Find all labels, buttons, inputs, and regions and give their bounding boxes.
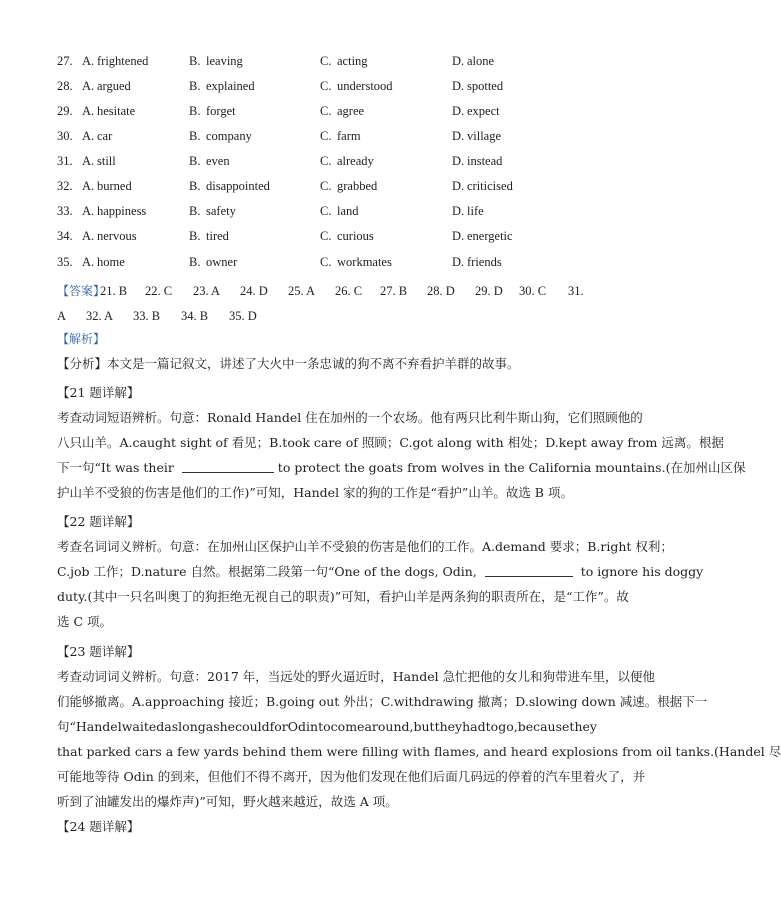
option-letter-d: D. bbox=[452, 129, 465, 143]
option-c: already bbox=[337, 154, 374, 168]
answer-item: 26. C bbox=[335, 284, 363, 298]
option-letter-b: B. bbox=[189, 129, 201, 143]
option-a: argued bbox=[97, 79, 131, 93]
q23-line-3-word: “Handel bbox=[69, 719, 122, 734]
q23-line-3-word: they bbox=[569, 719, 597, 734]
q23-line-3-word: as bbox=[205, 719, 220, 734]
fill-blank bbox=[182, 460, 274, 473]
option-row bbox=[0, 226, 640, 246]
q23-line-3-word: to bbox=[318, 719, 331, 734]
option-a: happiness bbox=[97, 204, 147, 218]
option-letter-a: A. bbox=[82, 179, 95, 193]
option-b: company bbox=[206, 129, 252, 143]
q23-line-5: 可能地等待 Odin 的到来，但他们不得不离开，因为他们发现在他们后面几码远的停着的汽车里着火了，并 bbox=[57, 769, 646, 784]
q21-line-2: 八只山羊。A.caught sight of 看见；B.took care of 照顾；C.got along with 相处；D.kept away from 远离。根据 bbox=[57, 435, 724, 450]
option-d: alone bbox=[467, 54, 495, 68]
option-row bbox=[0, 176, 640, 196]
q23-line-3-word: for bbox=[269, 719, 288, 734]
option-letter-c: C. bbox=[320, 129, 332, 143]
q23-line-3-word: waited bbox=[121, 719, 165, 734]
q23-line-3 bbox=[57, 717, 597, 737]
option-a: burned bbox=[97, 179, 132, 193]
answer-item: 27. B bbox=[380, 284, 408, 298]
q22-line-3: duty.(其中一只名叫奥丁的狗拒绝无视自己的职责)”可知，看护山羊是两条狗的职责所在，是“工作”。故 bbox=[57, 589, 629, 604]
q23-line-3-word: 句 bbox=[57, 719, 70, 734]
option-b: even bbox=[206, 154, 230, 168]
option-c: grabbed bbox=[337, 179, 378, 193]
option-letter-b: B. bbox=[189, 179, 201, 193]
option-letter-b: B. bbox=[189, 255, 201, 269]
option-letter-b: B. bbox=[189, 79, 201, 93]
option-letter-b: B. bbox=[189, 104, 201, 118]
option-row bbox=[0, 76, 640, 96]
q21-line-3-end: to protect the goats from wolves in the California mountains.(在加州山区保 bbox=[277, 460, 746, 475]
question-number: 29. bbox=[57, 104, 73, 118]
option-letter-a: A. bbox=[82, 204, 95, 218]
option-letter-b: B. bbox=[189, 204, 201, 218]
option-letter-b: B. bbox=[189, 229, 201, 243]
option-c: understood bbox=[337, 79, 393, 93]
fill-blank bbox=[485, 564, 573, 577]
q23-line-3-word: around, bbox=[364, 719, 414, 734]
option-letter-d: D. bbox=[452, 54, 465, 68]
option-letter-a: A. bbox=[82, 104, 95, 118]
q23-line-6: 听到了油罐发出的爆炸声)”可知，野火越来越近，故选 A 项。 bbox=[57, 794, 398, 809]
answer-item: 31. bbox=[568, 284, 584, 298]
answer-item: 21. B bbox=[100, 284, 128, 298]
option-c: curious bbox=[337, 229, 374, 243]
option-b: owner bbox=[206, 255, 238, 269]
q23-title: 【23 题详解】 bbox=[57, 644, 140, 659]
option-b: leaving bbox=[206, 54, 243, 68]
answer-item: 30. C bbox=[519, 284, 547, 298]
option-letter-a: A. bbox=[82, 154, 95, 168]
option-a: car bbox=[97, 129, 113, 143]
q23-line-3-word: to bbox=[485, 719, 499, 734]
option-d: life bbox=[467, 204, 484, 218]
option-d: spotted bbox=[467, 79, 504, 93]
answer-item: 29. D bbox=[475, 284, 503, 298]
option-b: explained bbox=[206, 79, 255, 93]
option-d: friends bbox=[467, 255, 502, 269]
answer-item: 28. D bbox=[427, 284, 455, 298]
q21-title: 【21 题详解】 bbox=[57, 385, 140, 400]
option-row bbox=[0, 126, 640, 146]
answer-label: 【答案】 bbox=[57, 284, 106, 298]
q22-line-1: 考查名词词义辨析。句意：在加州山区保护山羊不受狼的伤害是他们的工作。A.demand 要求；B.right 权利； bbox=[57, 539, 673, 554]
q22-line-2 bbox=[57, 562, 703, 582]
option-a: still bbox=[97, 154, 116, 168]
q21-line-4: 护山羊不受狼的伤害是他们的工作)”可知，Handel 家的狗的工作是“看护”山羊。故选 B 项。 bbox=[57, 485, 573, 500]
option-d: expect bbox=[467, 104, 500, 118]
option-d: village bbox=[467, 129, 502, 143]
option-d: instead bbox=[467, 154, 503, 168]
q23-line-3-word: because bbox=[517, 719, 570, 734]
option-letter-d: D. bbox=[452, 79, 465, 93]
option-letter-c: C. bbox=[320, 154, 332, 168]
q23-line-3-word: long bbox=[178, 719, 206, 734]
option-c: land bbox=[337, 204, 359, 218]
option-letter-d: D. bbox=[452, 204, 465, 218]
q23-line-2: 们能够撤离。A.approaching 接近；B.going out 外出；C.withdrawing 撤离；D.slowing down 减速。根据下一 bbox=[57, 694, 708, 709]
option-row bbox=[0, 151, 640, 171]
q21-line-3-start: 下一句“It was their bbox=[57, 460, 174, 475]
answer-item: 33. B bbox=[133, 309, 161, 323]
q24-title: 【24 题详解】 bbox=[57, 819, 140, 834]
question-number: 32. bbox=[57, 179, 73, 193]
question-number: 34. bbox=[57, 229, 73, 243]
option-letter-a: A. bbox=[82, 79, 95, 93]
q22-line-2-start: C.job 工作；D.nature 自然。根据第二段第一句“One of the dogs, Odin, bbox=[57, 564, 477, 579]
question-number: 30. bbox=[57, 129, 73, 143]
option-letter-c: C. bbox=[320, 229, 332, 243]
q22-title: 【22 题详解】 bbox=[57, 514, 140, 529]
q23-line-3-word: had bbox=[462, 719, 486, 734]
option-c: agree bbox=[337, 104, 365, 118]
option-b: safety bbox=[206, 204, 236, 218]
option-b: tired bbox=[206, 229, 229, 243]
answer-item: 34. B bbox=[181, 309, 209, 323]
option-c: workmates bbox=[337, 255, 392, 269]
question-number: 27. bbox=[57, 54, 73, 68]
answer-item: A bbox=[57, 309, 67, 323]
q23-line-3-word: he bbox=[219, 719, 236, 734]
q23-line-3-word: go, bbox=[498, 719, 518, 734]
q21-line-3 bbox=[57, 458, 745, 478]
option-letter-a: A. bbox=[82, 129, 95, 143]
option-row bbox=[0, 201, 640, 221]
option-a: nervous bbox=[97, 229, 137, 243]
answer-item: 22. C bbox=[145, 284, 173, 298]
option-letter-c: C. bbox=[320, 79, 332, 93]
q23-line-1: 考查动词词义辨析。句意：2017 年，当远处的野火逼近时，Handel 急忙把他的女儿和狗带进车里，以便他 bbox=[57, 669, 656, 684]
option-letter-c: C. bbox=[320, 104, 332, 118]
option-letter-c: C. bbox=[320, 179, 332, 193]
question-number: 31. bbox=[57, 154, 73, 168]
option-d: energetic bbox=[467, 229, 513, 243]
option-row bbox=[0, 101, 640, 121]
option-letter-a: A. bbox=[82, 54, 95, 68]
option-b: forget bbox=[206, 104, 236, 118]
answer-item: 35. D bbox=[229, 309, 257, 323]
answer-item: 24. D bbox=[240, 284, 268, 298]
answer-item: 32. A bbox=[86, 309, 114, 323]
answer-item: 25. A bbox=[288, 284, 316, 298]
q22-line-2-end: to ignore his doggy bbox=[580, 564, 704, 579]
option-letter-c: C. bbox=[320, 255, 332, 269]
question-number: 33. bbox=[57, 204, 73, 218]
q23-line-3-word: but bbox=[413, 719, 435, 734]
option-letter-d: D. bbox=[452, 229, 465, 243]
q23-line-3-word: they bbox=[434, 719, 463, 734]
option-letter-b: B. bbox=[189, 154, 201, 168]
option-letter-c: C. bbox=[320, 54, 332, 68]
option-row bbox=[0, 252, 640, 272]
question-number: 35. bbox=[57, 255, 73, 269]
option-letter-d: D. bbox=[452, 179, 465, 193]
option-b: disappointed bbox=[206, 179, 270, 193]
option-letter-d: D. bbox=[452, 255, 465, 269]
option-letter-a: A. bbox=[82, 229, 95, 243]
option-letter-a: A. bbox=[82, 255, 95, 269]
answer-item: 23. A bbox=[193, 284, 221, 298]
q22-line-4: 选 C 项。 bbox=[57, 614, 113, 629]
q23-line-3-word: come bbox=[330, 719, 365, 734]
option-row bbox=[0, 51, 640, 71]
q23-line-3-word: Odin bbox=[287, 719, 319, 734]
option-c: acting bbox=[337, 54, 368, 68]
option-c: farm bbox=[337, 129, 361, 143]
option-a: home bbox=[97, 255, 125, 269]
option-d: criticised bbox=[467, 179, 513, 193]
q23-line-4: that parked cars a few yards behind them were filling with flames, and heard explosions from oil tanks.(Handel 尽 bbox=[57, 744, 781, 759]
analysis-label: 【解析】 bbox=[57, 332, 106, 346]
summary-text: 【分析】本文是一篇记叙文，讲述了大火中一条忠诚的狗不离不弃看护羊群的故事。 bbox=[57, 356, 520, 371]
option-letter-d: D. bbox=[452, 154, 465, 168]
question-number: 28. bbox=[57, 79, 73, 93]
q21-line-1: 考查动词短语辨析。句意：Ronald Handel 住在加州的一个农场。他有两只比利牛斯山狗，它们照顾他的 bbox=[57, 410, 643, 425]
option-letter-c: C. bbox=[320, 204, 332, 218]
option-a: frightened bbox=[97, 54, 149, 68]
option-letter-d: D. bbox=[452, 104, 465, 118]
option-letter-b: B. bbox=[189, 54, 201, 68]
q23-line-3-word: could bbox=[235, 719, 270, 734]
q23-line-3-word: as bbox=[164, 719, 179, 734]
option-a: hesitate bbox=[97, 104, 136, 118]
